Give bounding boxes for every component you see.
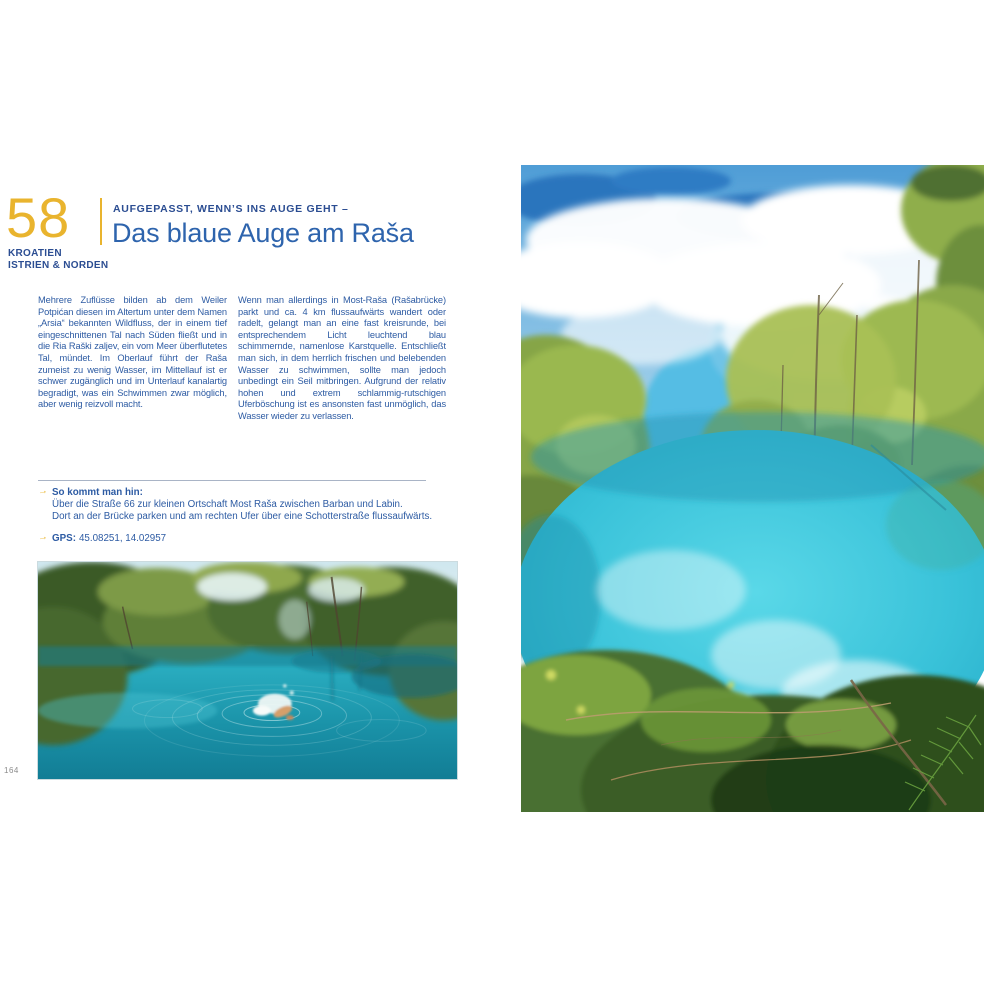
photo-swimmer-pool — [37, 561, 458, 780]
kicker-line: AUFGEPASST, WENN’S INS AUGE GEHT – — [113, 203, 349, 215]
directions-section — [38, 487, 438, 545]
directions-heading: So kommt man hin: — [52, 487, 143, 498]
gold-divider-rule — [100, 198, 102, 245]
region-label — [8, 248, 108, 271]
photo-swimmer-pool-art — [38, 562, 457, 779]
body-column-1: Mehrere Zuflüsse bilden ab dem Weiler Potpićan diesen im Altertum unter dem Namen „Arsia“ bekannten Wildfluss, der in einem tief eingeschnittenen Tal nach Süden fließt und in die Ria Raški zaljev, ein vom Meer überflutetes Tal, mündet. Im Oberlauf führt der Raša zumeist zu wenig Wasser, im Mittellauf ist er schwer zugänglich und im Unterlauf kanalartig begradigt, was ein Schwimmen zwar möglich, aber wenig reizvoll macht. — [38, 295, 227, 410]
region-line-1: KROATIEN — [8, 248, 62, 259]
section-divider — [38, 480, 426, 481]
body-column-2: Wenn man allerdings in Most-Raša (Rašabrücke) parkt und ca. 4 km flussaufwärts wandert oder radelt, gelangt man an eine fast kreisrunde, bei entsprechendem Licht leuchtend blau schimmernde, namenlose Karstquelle. Entschließt man sich, in dem herrlich frischen und belebenden Wasser zu schwimmen, sollte man jedoch unbedingt ein Seil mitbringen. Aufgrund der relativ hohen und extrem schlammig-rutschigen Uferböschung ist es ansonsten fast unmöglich, das Wasser wieder zu verlassen. — [238, 295, 446, 421]
entry-number: 58 — [6, 186, 71, 249]
gps-label: GPS: — [52, 532, 76, 544]
directions-line-1: Über die Straße 66 zur kleinen Ortschaft Most Raša zwischen Barban und Labin. — [52, 499, 403, 511]
arrow-bullet-icon: → — [36, 530, 49, 544]
photo-blue-eye-spring-art — [521, 165, 984, 812]
page-number: 164 — [4, 766, 19, 775]
arrow-bullet-icon: → — [36, 485, 49, 498]
page-title: Das blaue Auge am Raša — [112, 218, 414, 248]
body-text — [38, 295, 446, 423]
directions-line-2: Dort an der Brücke parken und am rechten Ufer über eine Schotterstraße flussaufwärts. — [52, 511, 433, 523]
region-line-2: ISTRIEN & NORDEN — [8, 259, 109, 271]
photo-blue-eye-spring — [521, 165, 984, 812]
gps-coordinates: 45.08251, 14.02957 — [78, 532, 167, 544]
